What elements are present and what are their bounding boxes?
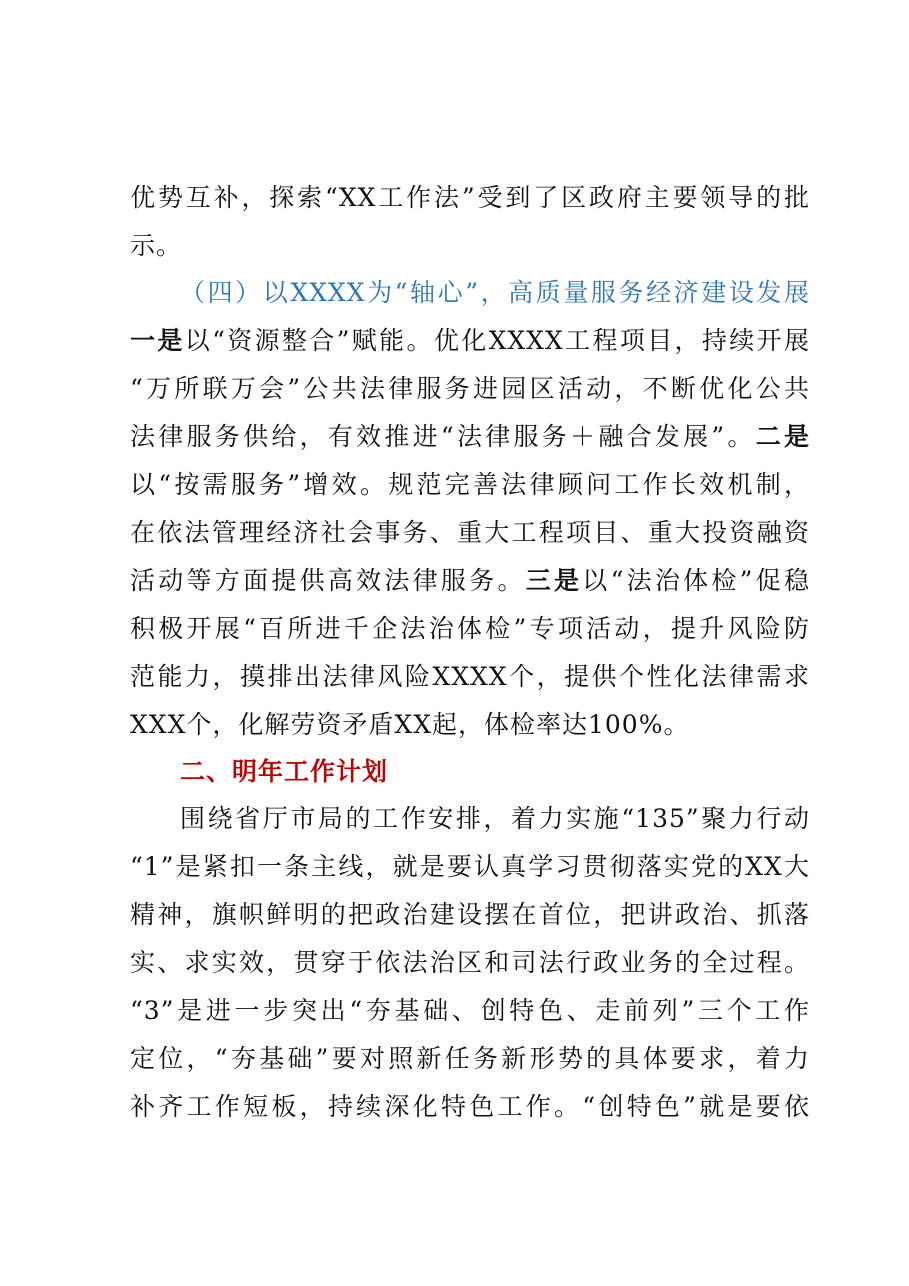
section-heading-4: （四）以XXXX为“轴心”，高质量服务经济建设发展 — [180, 278, 810, 307]
paragraph-line: 围绕省厅市局的工作安排，着力实施“135”聚力行动 — [180, 804, 810, 833]
paragraph-line: “3”是进一步突出“夯基础、创特色、走前列”三个工作 — [130, 996, 810, 1025]
paragraph-line: 在依法管理经济社会事务、重大工程项目、重大投资融资 — [130, 518, 810, 547]
section-heading-2: 二、明年工作计划 — [180, 757, 389, 786]
paragraph-line — [130, 321, 810, 361]
paragraph-line: 范能力，摸排出法律风险XXXX个，提供个性化法律需求 — [130, 662, 810, 691]
bold-marker: 一是 — [130, 326, 185, 355]
paragraph-line: 实、求实效，贯穿于依法治区和司法行政业务的全过程。 — [130, 948, 810, 977]
paragraph-line: “万所联万会”公共法律服务进园区活动，不断优化公共 — [130, 374, 810, 403]
line-text: 活动等方面提供高效法律服务。 — [130, 566, 526, 595]
paragraph-line: 以“按需服务”增效。规范完善法律顾问工作长效机制， — [130, 470, 810, 499]
paragraph-line: 积极开展“百所进千企法治体检”专项活动，提升风险防 — [130, 614, 810, 643]
paragraph-line: 补齐工作短板，持续深化特色工作。“创特色”就是要依 — [130, 1092, 810, 1121]
bold-marker: 二是 — [755, 422, 810, 451]
paragraph-line: 优势互补，探索“XX工作法”受到了区政府主要领导的批 — [130, 183, 810, 212]
paragraph-line — [130, 417, 810, 457]
line-text: 以“资源整合”赋能。优化XXXX工程项目，持续开展 — [184, 326, 810, 355]
paragraph-line: 示。 — [130, 231, 183, 260]
line-text: 法律服务供给，有效推进“法律服务＋融合发展”。 — [130, 422, 756, 451]
paragraph-line: XXX个，化解劳资矛盾XX起，体检率达100%。 — [130, 710, 690, 739]
paragraph-line: 精神，旗帜鲜明的把政治建设摆在首位，把讲政治、抓落 — [130, 900, 810, 929]
paragraph-line: 定位，“夯基础”要对照新任务新形势的具体要求，着力 — [130, 1044, 810, 1073]
paragraph-line: “1”是紧扣一条主线，就是要认真学习贯彻落实党的XX大 — [130, 852, 810, 881]
bold-marker: 三是 — [525, 566, 583, 595]
line-text: 以“法治体检”促稳 — [582, 566, 810, 595]
paragraph-line — [130, 561, 810, 601]
